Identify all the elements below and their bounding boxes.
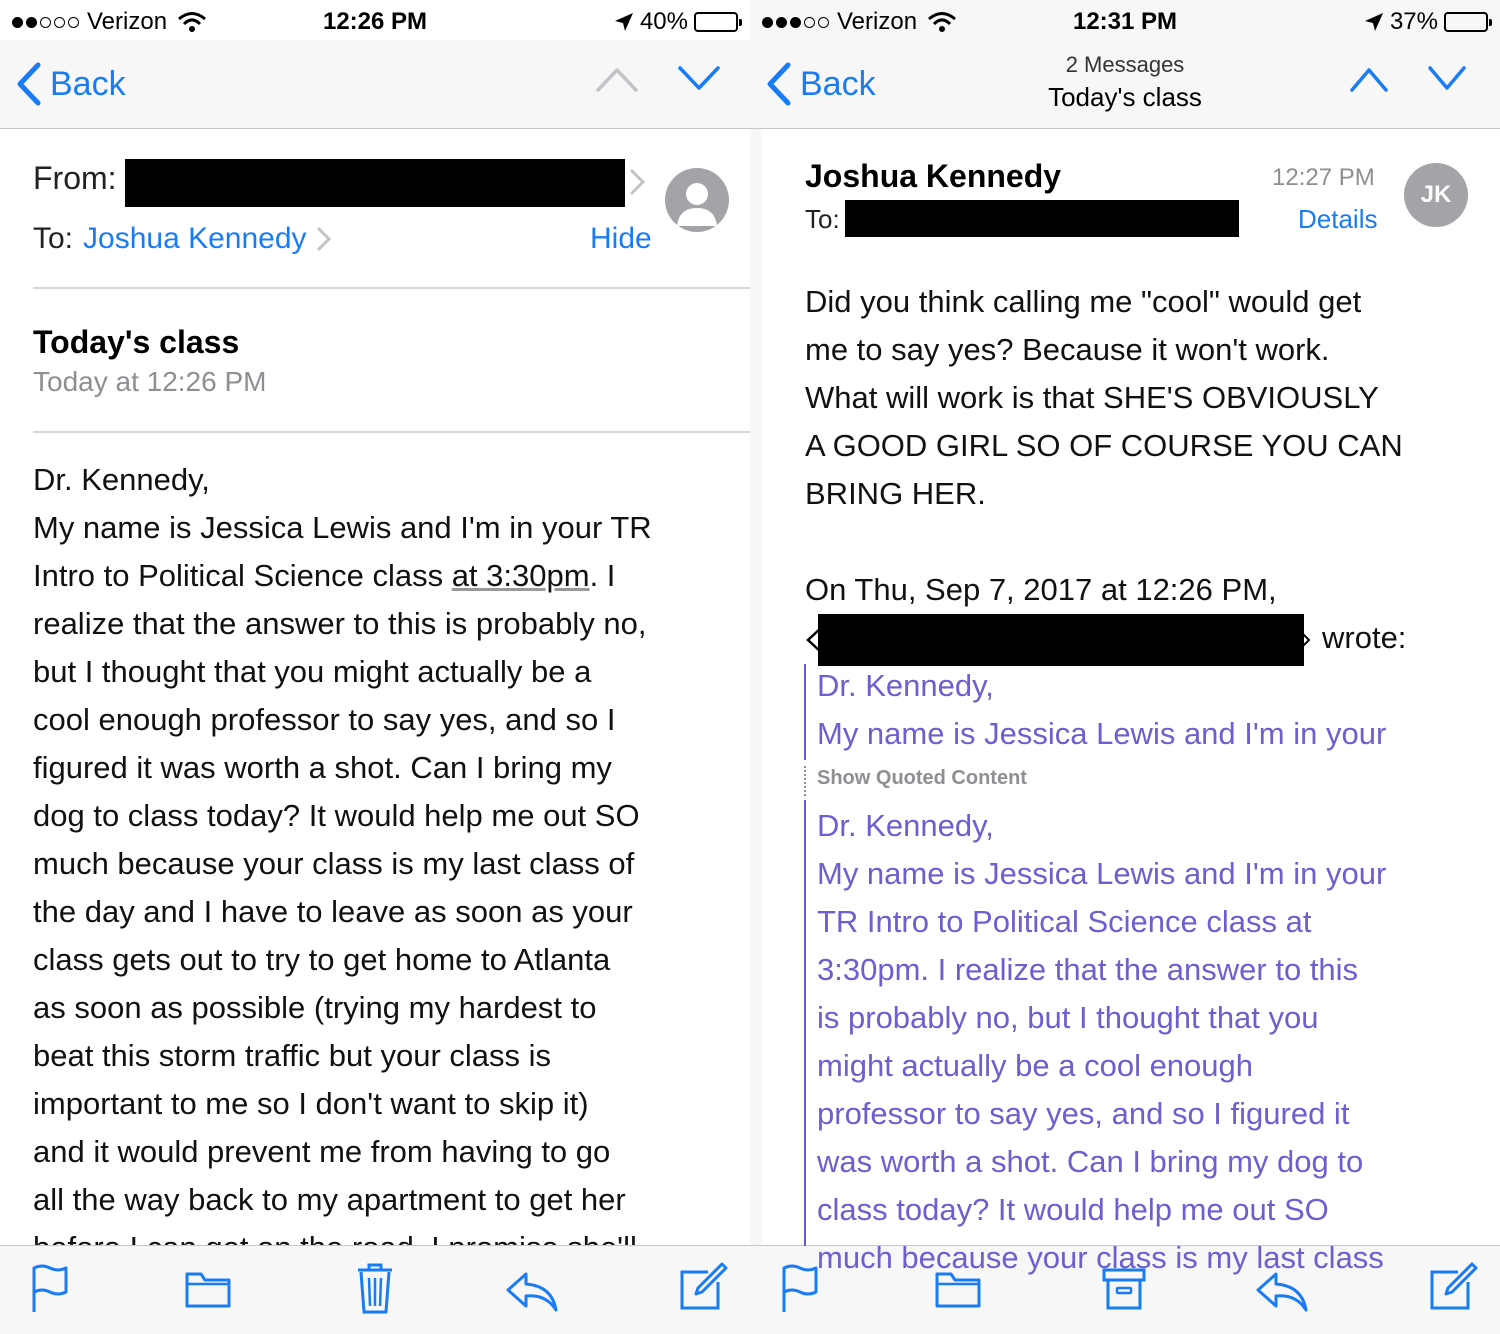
- nav-bar: [0, 40, 750, 129]
- thread-title: Today's class: [1048, 82, 1202, 112]
- next-message-icon[interactable]: [1428, 66, 1466, 92]
- status-bar: [0, 0, 750, 40]
- divider: [33, 431, 750, 433]
- sender-avatar[interactable]: JK: [1404, 163, 1468, 227]
- body-line: [33, 558, 615, 593]
- chevron-right-icon[interactable]: [628, 168, 646, 196]
- reply-body: Did you think calling me "cool" would get me to say yes? Because it won't work. What will work is that SHE'S OBVIOUSLY A GOOD GIRL SO OF COURSE YOU CAN BRING HER.: [805, 284, 1403, 511]
- quote-bar: [804, 664, 806, 760]
- flag-icon[interactable]: [780, 1264, 820, 1314]
- time-link[interactable]: at 3:30pm: [451, 558, 590, 593]
- battery-percent: 37%: [1389, 8, 1438, 35]
- to-label: To:: [33, 222, 74, 255]
- body-greeting: Dr. Kennedy,: [33, 462, 210, 497]
- divider: [33, 287, 750, 289]
- message-date: Today at 12:26 PM: [33, 366, 267, 397]
- quote-bar: [804, 800, 806, 1246]
- battery-percent: 40%: [639, 8, 688, 35]
- next-message-icon[interactable]: [678, 66, 720, 92]
- quote-attribution: On Thu, Sep 7, 2017 at 12:26 PM,: [805, 572, 1277, 607]
- to-row: [33, 222, 333, 256]
- previous-message-icon[interactable]: [596, 66, 638, 92]
- body-text: Intro to Political Science class: [33, 558, 452, 593]
- message-body: [33, 456, 733, 1272]
- battery-icon: [694, 12, 738, 32]
- location-icon: [1364, 12, 1384, 32]
- body-rest: realize that the answer to this is probably no, but I thought that you might actually be a cool enough professor to say yes, and so I figured it was worth a shot. Can I bring my dog to class today? It would help me out SO much because your class is my last class of the day and I have to leave as soon as your class gets out to try to get home to Atlanta as soon as possible (trying my hardest to beat this storm traffic but your class is important to me so I don't want to skip it) and it would prevent me from having to go all the way back to my apartment to get her: [33, 606, 647, 1217]
- show-quoted-content-button[interactable]: Show Quoted Content: [817, 767, 1027, 789]
- sender-name: Joshua Kennedy: [805, 158, 1062, 194]
- compose-icon[interactable]: [1428, 1262, 1478, 1312]
- recipient-name[interactable]: Joshua Kennedy: [83, 222, 307, 255]
- carrier-label: Verizon: [87, 8, 168, 35]
- nav-bar: [750, 40, 1500, 129]
- subject: Today's class: [33, 324, 240, 360]
- message-nav: [596, 66, 720, 92]
- previous-message-icon[interactable]: [1350, 66, 1388, 92]
- sender-avatar[interactable]: [665, 168, 729, 232]
- reply-icon[interactable]: [506, 1272, 560, 1312]
- status-time: 12:31 PM: [1072, 8, 1178, 35]
- carrier-label: Verizon: [837, 8, 918, 35]
- message-count: 2 Messages: [1065, 52, 1185, 77]
- flag-icon[interactable]: [30, 1264, 70, 1314]
- location-icon: [614, 12, 634, 32]
- status-bar: [750, 0, 1500, 40]
- battery-icon: [1444, 12, 1488, 32]
- bottom-toolbar: [0, 1245, 750, 1334]
- message-nav: [1350, 66, 1466, 92]
- back-button[interactable]: [16, 62, 126, 106]
- back-label: Back: [800, 64, 876, 103]
- redacted-sender: [125, 159, 625, 207]
- body-line: My name is Jessica Lewis and I'm in your TR: [33, 510, 652, 545]
- quote-bar-dotted: [804, 766, 806, 796]
- chevron-right-icon: [315, 226, 333, 252]
- back-label: Back: [50, 64, 126, 103]
- status-right: [614, 8, 738, 36]
- status-right: [1364, 8, 1488, 36]
- message-time: 12:27 PM: [1272, 164, 1375, 191]
- quote-full: Dr. Kennedy, My name is Jessica Lewis and I'm in your TR Intro to Political Science class at 3:30pm. I realize that the answer to this is probably no, but I thought that you might actually be a cool enough professor to say yes, and so I figured it was worth a shot. Can I bring my dog to class today? It would help me out SO much because your class is my last class: [817, 808, 1387, 1275]
- chevron-left-icon: [16, 62, 42, 106]
- body-text: . I: [589, 558, 616, 593]
- status-time: 12:26 PM: [322, 8, 428, 35]
- compose-icon[interactable]: [678, 1262, 728, 1312]
- trash-icon[interactable]: [356, 1262, 394, 1314]
- quote-preview: Dr. Kennedy, My name is Jessica Lewis and I'm in your: [817, 668, 1387, 751]
- hide-button[interactable]: Hide: [590, 222, 652, 255]
- from-label: From:: [33, 160, 117, 196]
- angle-bracket-icon: [1302, 632, 1310, 648]
- redacted-email: [818, 614, 1304, 666]
- details-button[interactable]: Details: [1298, 204, 1378, 234]
- folder-icon[interactable]: [185, 1270, 231, 1308]
- person-icon: [665, 168, 729, 232]
- to-label: To:: [805, 204, 840, 234]
- wrote-label: wrote:: [1322, 620, 1407, 655]
- redacted-recipient: [845, 200, 1239, 237]
